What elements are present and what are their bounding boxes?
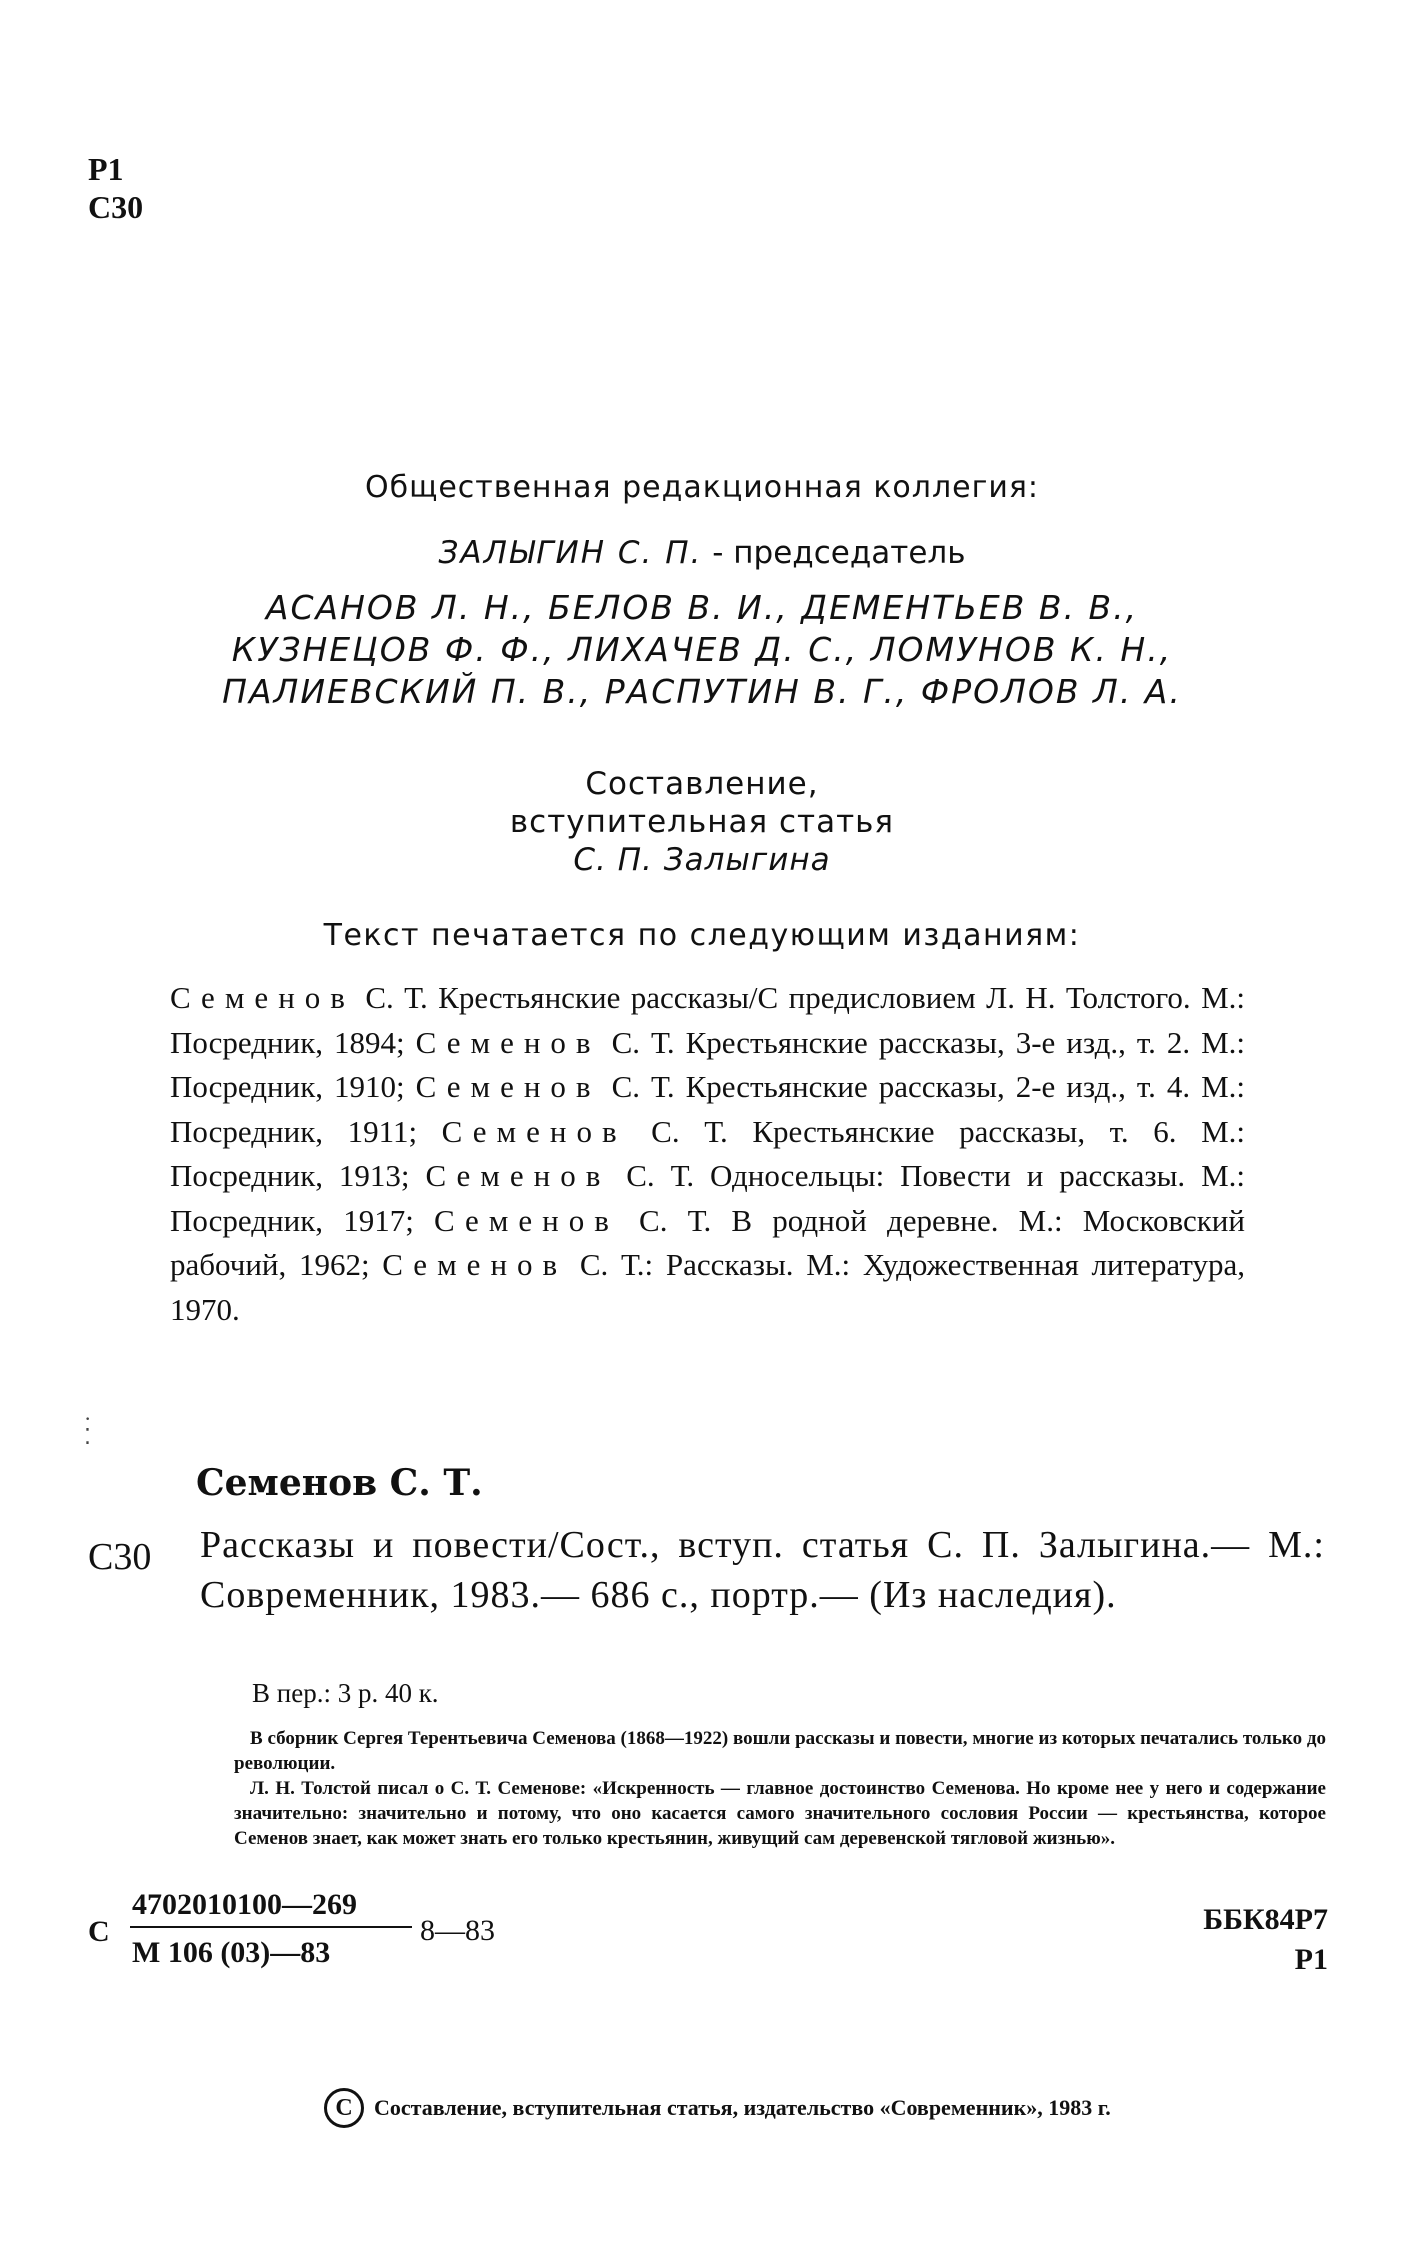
source-text: С. Т. Односельцы: Повести и рассказы. М.: Посредник, 1917;	[170, 1158, 1245, 1238]
annotation-paragraph: Л. Н. Толстой писал о С. Т. Семенове: «Искренность — главное достоинство Семенова. Но кроме нее у него и содержание значительно: значительно и потому, что оно касается самого значительного сословия России — крестьянства, которое Семенов знает, как может знать его только крестьянин, живущий сам деревенской тягловой жизнью».	[234, 1778, 1326, 1849]
source-text: С. Т.: Рассказы. М.: Художественная литература, 1970.	[170, 1247, 1245, 1327]
catalog-code: С30	[88, 1536, 152, 1578]
udc-code-line: Р1	[88, 151, 124, 187]
board-chair	[0, 535, 1404, 571]
sources-list	[170, 976, 1245, 1332]
udc-code-line: С30	[88, 189, 144, 225]
source-author: Семенов	[382, 1247, 568, 1282]
source-author: Семенов	[433, 1202, 619, 1238]
source-text: С. Т. Крестьянские рассказы, 2-е изд., т. 4. М.: Посредник, 1911;	[170, 1069, 1245, 1149]
index-suffix: 8—83	[420, 1914, 495, 1947]
index-letter: С	[88, 1915, 110, 1948]
index-fraction-line	[130, 1926, 412, 1928]
source-author: Семенов	[415, 1069, 601, 1104]
source-author: Семенов	[415, 1024, 601, 1060]
editorial-board-heading: Общественная редакционная коллегия:	[364, 470, 1040, 505]
compiler-name: С. П. Залыгина	[573, 842, 831, 878]
index-denominator: М 106 (03)—83	[132, 1936, 331, 1969]
copyright-text: Составление, вступительная статья, издательство «Современник», 1983 г.	[374, 2095, 1111, 2120]
bbk-code-line: Р1	[1294, 1943, 1328, 1976]
source-author: Семенов	[441, 1113, 627, 1149]
sources-heading: Текст печатается по следующим изданиям:	[323, 918, 1081, 953]
source-text: С. Т. Крестьянские рассказы, т. 6. М.: Посредник, 1913;	[170, 1113, 1245, 1193]
source-author: Семенов	[170, 980, 355, 1015]
compiler-line: вступительная статья	[509, 804, 895, 840]
bbk-code-line: ББК84Р7	[1203, 1903, 1328, 1936]
source-text: С. Т. В родной деревне. М.: Московский рабочий, 1962;	[170, 1202, 1245, 1282]
source-text: С. Т. Крестьянские рассказы, 3-е изд., т. 2. М.: Посредник, 1910;	[170, 1024, 1245, 1104]
bbk-code	[1080, 1900, 1328, 1980]
compiler-line: Составление,	[585, 766, 819, 802]
catalog-annotation	[234, 1726, 1326, 1851]
copyright-icon: C	[324, 2088, 364, 2128]
catalog-price: В пер.: 3 р. 40 к.	[252, 1678, 439, 1708]
source-author: Семенов	[425, 1158, 611, 1193]
board-chair-role: - председатель	[712, 535, 966, 571]
margin-marks: · ⁚	[84, 1406, 92, 1449]
udc-code	[88, 150, 143, 226]
catalog-author: Семенов С. Т.	[196, 1462, 483, 1504]
compiler-block	[0, 765, 1404, 879]
annotation-paragraph: В сборник Сергея Терентьевича Семенова (1868—1922) вошли рассказы и повести, многие из которых печатались только до революции.	[234, 1728, 1326, 1774]
source-text: С. Т. Крестьянские рассказы/С предисловием Л. Н. Толстого. М.: Посредник, 1894;	[170, 980, 1245, 1060]
index-numerator: 4702010100—269	[132, 1888, 357, 1921]
board-members: АСАНОВ Л. Н., БЕЛОВ В. И., ДЕМЕНТЬЕВ В. В., КУЗНЕЦОВ Ф. Ф., ЛИХАЧЕВ Д. С., ЛОМУНОВ К. Н., ПАЛИЕВСКИЙ П. В., РАСПУТИН В. Г., ФРОЛОВ Л. А.	[222, 588, 1182, 711]
catalog-description: Рассказы и повести/Сост., вступ. статья С. П. Залыгина.— М.: Современник, 1983.— 686 с., портр.— (Из наследия).	[200, 1524, 1325, 1616]
board-chair-name: ЗАЛЫГИН С. П.	[438, 535, 703, 571]
copyright-line	[324, 2088, 1334, 2128]
